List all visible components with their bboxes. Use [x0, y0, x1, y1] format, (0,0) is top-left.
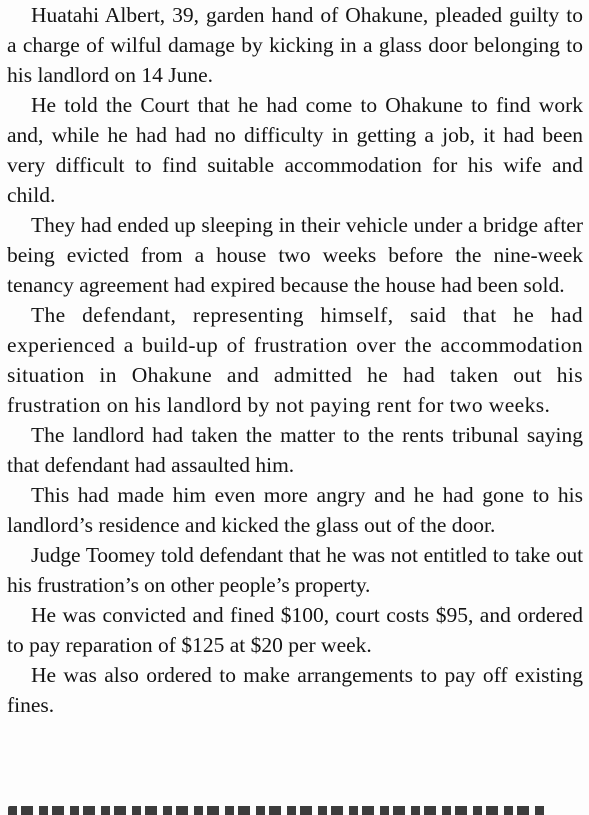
cropped-next-line [0, 806, 589, 815]
article-paragraph-8: He was convicted and fined $100, court costs $95, and ordered to pay reparation of $125 at $20 per week. [7, 603, 583, 657]
cropped-text-fragment [8, 806, 548, 815]
article-paragraph-7: Judge Toomey told defendant that he was not entitled to take out his frustration’s on other people’s property. [7, 543, 583, 597]
article-paragraph-4: The defendant, representing himself, said that he had experienced a build-up of frustration over the accommodation situation in Ohakune and admitted he had taken out his frustration on his landlord by not paying rent for two weeks. [7, 303, 583, 417]
article-body [7, 0, 583, 720]
article-paragraph-1: Huatahi Albert, 39, garden hand of Ohakune, pleaded guilty to a charge of wilful damage by kicking in a glass door belonging to his landlord on 14 June. [7, 3, 583, 87]
article-paragraph-9: He was also ordered to make arrangements to pay off existing fines. [7, 663, 583, 717]
article-paragraph-3: They had ended up sleeping in their vehicle under a bridge after being evicted from a house two weeks before the nine-week tenancy agreement had expired because the house had been sold. [7, 213, 583, 297]
article-paragraph-6: This had made him even more angry and he had gone to his landlord’s residence and kicked the glass out of the door. [7, 483, 583, 537]
article-paragraph-2: He told the Court that he had come to Ohakune to find work and, while he had had no difficulty in getting a job, it had been very difficult to find suitable accommodation for his wife and child. [7, 93, 583, 207]
article-paragraph-5: The landlord had taken the matter to the rents tribunal saying that defendant had assaulted him. [7, 423, 583, 477]
